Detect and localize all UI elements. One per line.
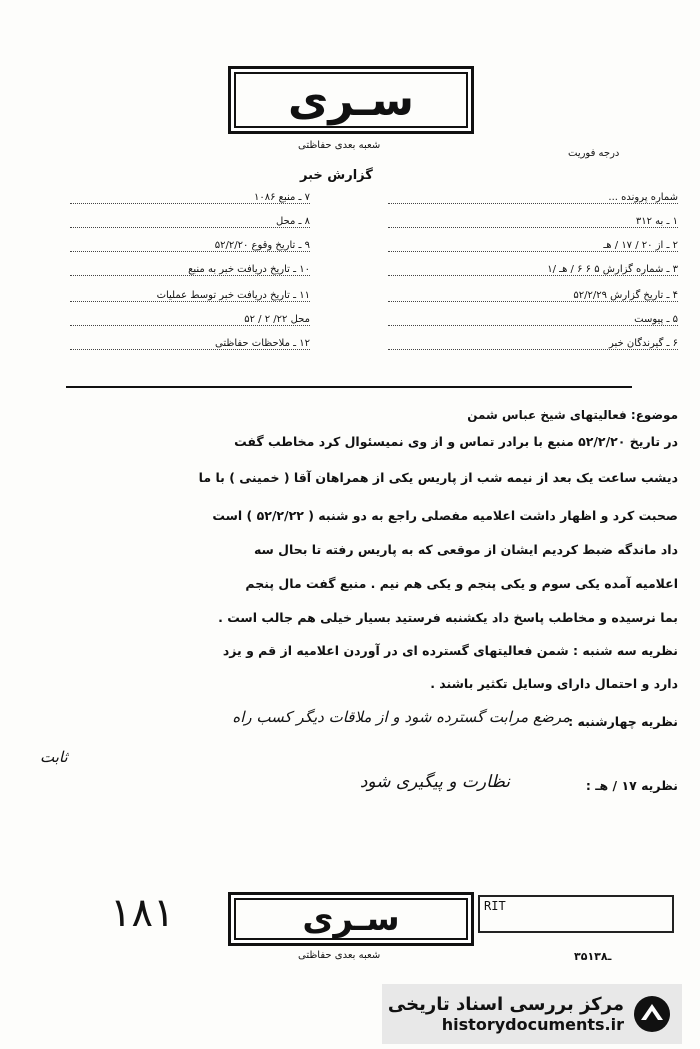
field-right-0: شماره پرونده ... [388, 192, 678, 204]
handwritten-note-1: مرضع مرابت گسترده شود و از ملاقات دیگر کسب راه [232, 708, 570, 726]
field-left-2: ۹ ـ تاریخ وقوع ۵۲/۲/۲۰ [70, 240, 310, 252]
body-line-3: داد ماندگه ضبط کردیم ایشان از موقعی که به پاریس رفته تا بحال سه [253, 542, 678, 557]
opinion-label: نظریه چهارشنبه : [568, 714, 678, 729]
body-line-6: نظریه سه شنبه : شمن فعالیتهای گسترده ای در آوردن اعلامیه از قم و یزد [222, 643, 678, 658]
field-left-5: محل ۲۲/ ۲ / ۵۲ [70, 314, 310, 326]
body-line-2: صحبت کرد و اظهار داشت اعلامیه مفصلی راجع به دو شنبه ( ۵۲/۲/۲۲ ) است [212, 508, 678, 523]
field-left-1: ۸ ـ محل [70, 216, 310, 228]
registration-stamp [478, 895, 674, 933]
header-divider [66, 386, 632, 388]
field-right-2: ۲ ـ از ۲۰ / ۱۷ / هـ [388, 240, 678, 252]
secret-stamp-text: سـری [288, 74, 415, 126]
body-line-1: دیشب ساعت یک بعد از نیمه شب از پاریس یکی از همراهان آقا ( خمینی ) با ما [198, 470, 678, 485]
side-number: ۳۵ـ۱۳۸ [574, 950, 612, 963]
field-right-4: ۴ ـ تاریخ گزارش ۵۲/۲/۲۹ [388, 290, 678, 302]
field-right-3: ۳ ـ شماره گزارش ۵ ۶ ۶ / هـ /۱ [388, 264, 678, 276]
field-right-5: ۵ ـ پیوست [388, 314, 678, 326]
secret-stamp-bottom-text: سـری [302, 899, 400, 939]
body-line-7: دارد و احتمال دارای وسایل تکثیر باشند . [430, 676, 678, 691]
handwritten-note-3: نظارت و پیگیری شود [359, 772, 510, 792]
body-line-5: بما نرسیده و مخاطب پاسخ داد یکشنبه فرستید بسیار خیلی هم جالب است . [218, 610, 678, 625]
subject-line: موضوع: فعالیتهای شیخ عباس شمن [467, 408, 678, 422]
archive-emblem-icon [632, 994, 672, 1034]
watermark-name: مرکز بررسی اسناد تاریخی [387, 994, 624, 1015]
field-left-3: ۱۰ ـ تاریخ دریافت خبر به منبع [70, 264, 310, 276]
field-left-6: ۱۲ ـ ملاحظات حفاظتی [70, 338, 310, 350]
unit-label-top: شعبه بعدی حفاظتی [298, 140, 381, 151]
watermark-domain: historydocuments.ir [441, 1015, 624, 1034]
secret-stamp-bottom [228, 892, 474, 946]
field-right-6: ۶ ـ گیرندگان خبر [388, 338, 678, 350]
secret-stamp-top [228, 66, 474, 134]
unit-label-bottom: شعبه بعدی حفاظتی [298, 950, 381, 961]
registration-stamp-code: RIT [484, 899, 506, 913]
field-left-0: ۷ ـ منبع ۱۰۸۶ [70, 192, 310, 204]
handwritten-note-2: ثابت [40, 748, 68, 766]
body-line-0: در تاریخ ۵۲/۲/۲۰ منبع با برادر تماس و از وی نمیسئوال کرد مخاطب گفت [234, 434, 678, 449]
class-label: درجه فوریت [568, 148, 620, 159]
field-left-4: ۱۱ ـ تاریخ دریافت خبر توسط عملیات [70, 290, 310, 302]
opinion-date-label: نظریه ۱۷ / هـ : [585, 778, 678, 793]
handwritten-number: ۱۸۱ [110, 890, 175, 936]
watermark-logo [382, 984, 682, 1044]
body-line-4: اعلامیه آمده یکی سوم و یکی پنجم و یکی هم نیم . منبع گفت مال پنجم [245, 576, 678, 591]
field-right-1: ۱ ـ به ۳۱۲ [388, 216, 678, 228]
report-title: گزارش خبر [300, 168, 373, 183]
